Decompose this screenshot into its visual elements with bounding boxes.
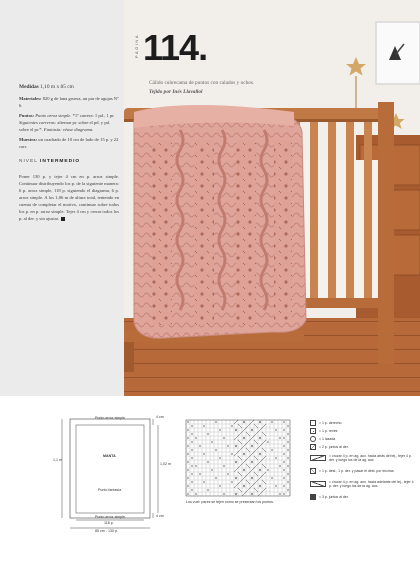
legend-slash-icon (310, 444, 316, 450)
stitch-moss-def: *1º carrera: 1 pd., 1 pr. (72, 113, 115, 119)
measures-label: Medidas (19, 84, 39, 90)
pattern-credit: Tejido por Inés Llavallol (149, 89, 203, 95)
schematic-center-label: MANTA (103, 454, 116, 458)
legend-dot-icon (310, 428, 316, 434)
schematic-top-label: Punto arroz simple (95, 416, 125, 420)
legend-blank-icon (310, 420, 316, 426)
schematic-inner (76, 425, 144, 513)
page-vertical-label: PÁGINA (134, 34, 139, 59)
stitch-next-def: alternar pr. sobre el pd. y pd. sobre el pr.*. (19, 120, 111, 133)
pattern-instructions (19, 84, 119, 226)
legend-text: = cruzar 4 p. en ag. aux. hacia adelante del tej., tejer 4 p. der. y luego los de la ag. aux. (329, 480, 414, 488)
legend-item (310, 480, 415, 488)
schematic-height-outer: 1,1 m (53, 458, 62, 462)
schematic-width-stitches: 118 p. (104, 521, 114, 525)
schematic-bottom-cm: 4 cm (156, 514, 164, 518)
instructions-text: Poner 130 p. y tejer 4 cm en p. arroz simple. Continuar distribuyendo los p. de la siguiente manera: 6 p. arroz simple, 118 p. siguiendo el diagrama, 6 p. arroz simple. A los 1,06 m de altura total, teniendo en cuenta de completar el motivo, continuar sobre todos los p. en p. arroz simple. Tejer 4 cm y cerrar todos los p. al der. y sin ajustar. (19, 174, 119, 221)
page-number: 114. (143, 27, 208, 68)
schematic-total-width: 85 cm - 130 p. (95, 529, 118, 533)
gauge-value: un cuadrado de 10 cm de lado de 15 p. y 22 carr. (19, 137, 119, 150)
legend-fill-icon (310, 494, 316, 500)
stitch-fancy: Fantasía: véase diagrama. (43, 127, 94, 133)
legend-item (310, 420, 415, 426)
measures-value: 1,10 m x 85 cm (40, 84, 74, 90)
schematic-bottom-label: Punto arroz simple (95, 515, 125, 519)
legend-item (310, 468, 415, 474)
legend-backslash-icon (310, 468, 316, 474)
legend-text: = 1 p. desl., 1 p. der. y pasar el desl. por encima (319, 469, 394, 473)
legend-item (310, 454, 415, 462)
legend-text: = 1 p. derecho (319, 421, 342, 425)
materials-value: 820 g de lana gruesa, un par de agujas Nº 6. (19, 95, 119, 108)
chart-caption: Los vuel. pares se tejen como se presentan los puntos. (186, 500, 274, 504)
schematic-height-inner: 1,02 m (160, 462, 171, 466)
legend-text: = 2 p. juntos al der. (319, 445, 349, 449)
legend-text: = 1 lazada (319, 437, 336, 441)
stitch-next-label: Siguientes carreras: (19, 120, 57, 126)
legend-o-icon (310, 436, 316, 442)
stitches-label: Puntos: (19, 113, 35, 119)
schematic-outline (70, 419, 150, 518)
pattern-description: Cálido cubrecama de puntos con calados y ochos. (149, 80, 255, 86)
legend-text: = 1 p. revés (319, 429, 338, 433)
sidebar-panel (0, 0, 124, 396)
legend-item (310, 494, 415, 500)
legend-item (310, 444, 415, 450)
difficulty-level: NIVEL INTERMEDIO (19, 159, 81, 165)
diagrams-section (0, 396, 420, 574)
stitch-moss: Punto arroz simple. (35, 113, 72, 119)
legend-cable2-icon (310, 481, 326, 487)
legend-text: = 3 p. juntos al der. (319, 495, 349, 499)
legend-cable-icon (310, 455, 326, 461)
gauge-label: Muestra: (19, 137, 38, 143)
legend-item (310, 436, 415, 442)
materials-label: Materiales: (19, 95, 42, 101)
stitch-chart-grid (186, 420, 290, 496)
legend-text: = cruzar 4 p. en ag. aux. hacia atrás del tej., tejer 4 p. der. y luego los de la ag. aux. (329, 454, 412, 462)
end-square-icon (61, 217, 65, 221)
legend-item (310, 428, 415, 434)
schematic-top-cm: 4 cm (156, 415, 164, 419)
schematic-fancy-label: Punto fantasía (98, 488, 122, 492)
